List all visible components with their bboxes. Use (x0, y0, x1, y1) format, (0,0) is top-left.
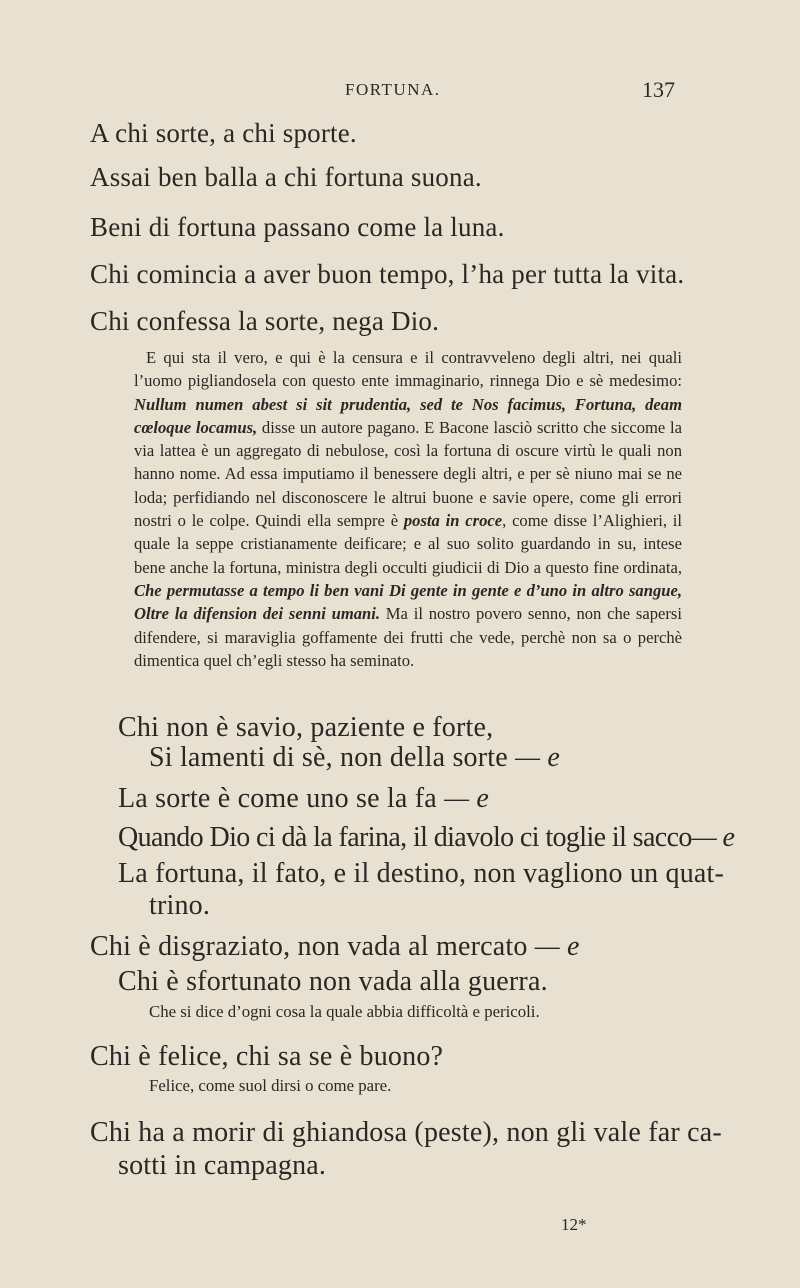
signature-mark: 12* (561, 1215, 587, 1234)
proverb-line: Chi comincia a aver buon tempo, l’ha per tutta la vita. (90, 259, 685, 289)
proverb-line: Chi ha a morir di ghiandosa (peste), non gli vale far ca- (90, 1117, 722, 1148)
proverb-line: Beni di fortuna passano come la luna. (90, 212, 505, 242)
proverb-line: A chi sorte, a chi sporte. (90, 118, 357, 148)
proverb-note: Che si dice d’ogni cosa la quale abbia difficoltà e pericoli. (149, 1002, 540, 1021)
running-title: FORTUNA. (345, 80, 441, 99)
proverb-line: Chi è sfortunato non vada alla guerra. (118, 966, 548, 997)
proverb-line: Chi confessa la sorte, nega Dio. (90, 306, 440, 336)
proverb-line: trino. (149, 890, 211, 921)
proverb-line: Chi non è savio, paziente e forte, (118, 712, 494, 743)
proverb-note: Felice, come suol dirsi o come pare. (149, 1076, 392, 1095)
proverb-line: sotti in campagna. (118, 1150, 327, 1181)
proverb-line: Chi è disgraziato, non vada al mercato — e (90, 931, 580, 962)
proverb-line: Quando Dio ci dà la farina, il diavolo ci toglie il sacco— e (118, 822, 735, 853)
proverb-line: Si lamenti di sè, non della sorte — e (149, 742, 561, 773)
running-header (0, 77, 800, 110)
proverb-line: La fortuna, il fato, e il destino, non vagliono un quat- (118, 858, 725, 889)
proverb-line: Assai ben balla a chi fortuna suona. (90, 162, 482, 192)
commentary-paragraph: E qui sta il vero, e qui è la censura e il contravveleno degli altri, nei quali l’uomo pigliandosela con questo ente immaginario, rinnega Dio e sè medesimo: Nullum numen abest si sit prudentia, sed te Nos facimus, Fortuna, deam cœloque locamus, disse un autore pagano. E Bacone lasciò scritto che siccome la via lattea è un aggregato di nebulose, così la fortuna di oscure virtù le quali non hanno nome. Ad essa imputiamo il benessere degli altri, e per sè niuno mai se ne loda; perfidiando nel disconoscere le altrui buone e savie opere, come gli errori nostri o le colpe. Quindi ella sempre è posta in croce, come disse l’Alighieri, il quale la seppe cristianamente deificare; e al suo solito guardando in su, intese bene anche la fortuna, ministra degli occulti giudicii di Dio a questo fine ordinata, Che permutasse a tempo li ben vani Di gente in gente e d’uno in altro sangue, Oltre la difension dei senni umani. Ma il nostro povero senno, non che sapersi difendere, si maraviglia goffamente dei frutti che vede, perchè non sa o perchè dimentica quel ch’egli stesso ha seminato. (134, 348, 683, 670)
proverb-line: La sorte è come uno se la fa — e (118, 783, 490, 814)
proverb-line: Chi è felice, chi sa se è buono? (90, 1041, 444, 1072)
page-number: 137 (642, 77, 675, 102)
